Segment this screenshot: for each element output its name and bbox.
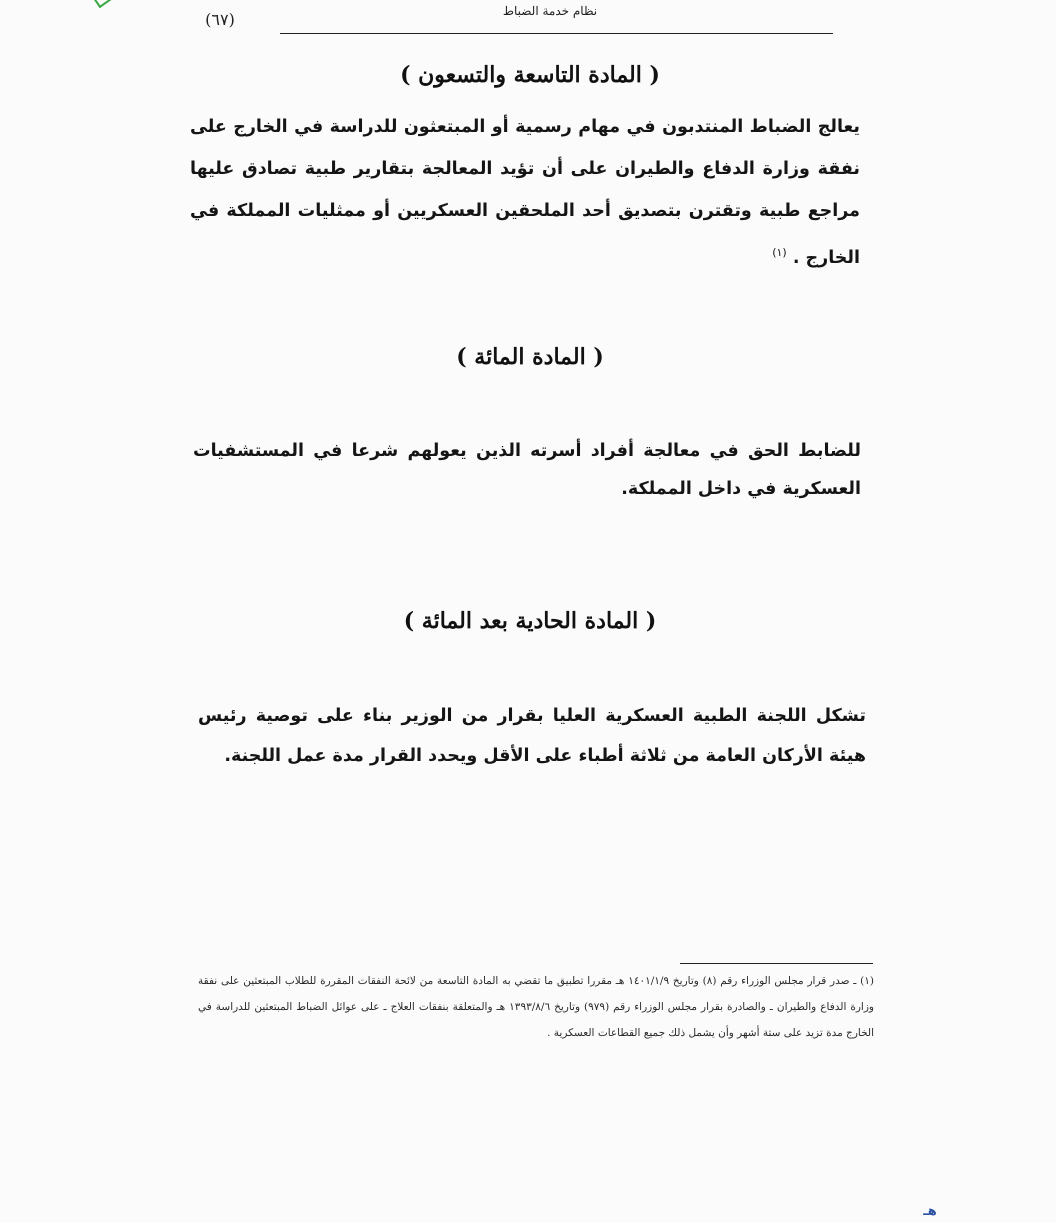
article-100-heading: ( المادة المائة ) <box>456 344 604 370</box>
footnote-reference: (١) <box>772 246 787 259</box>
footnote-divider <box>680 963 873 964</box>
corner-check-mark <box>94 0 113 8</box>
page-number: (٦٧) <box>205 10 235 29</box>
article-99-heading: ( المادة التاسعة والتسعون ) <box>400 62 660 88</box>
article-101-heading: ( المادة الحادية بعد المائة ) <box>403 608 657 634</box>
header-divider <box>280 33 833 34</box>
running-header-title: نظام خدمة الضباط <box>502 4 598 18</box>
bottom-corner-mark: هـ <box>923 1204 937 1219</box>
article-99-body <box>190 106 860 279</box>
article-101-body: تشكل اللجنة الطبية العسكرية العليا بقرار من الوزير بناء على توصية رئيس هيئة الأركان العامة من ثلاثة أطباء على الأقل ويحدد القرار مدة عمل اللجنة. <box>198 706 866 766</box>
article-100-body: للضابط الحق في معالجة أفراد أسرته الذين يعولهم شرعا في المستشفيات العسكرية في داخل المملكة. <box>193 441 861 499</box>
article-99-text: يعالج الضباط المنتدبون في مهام رسمية أو المبتعثون للدراسة في الخارج على نفقة وزارة الدفاع والطيران على أن تؤيد المعالجة بتقارير طبية تصادق عليها مراجع طبية وتقترن بتصديق أحد الملحقين العسكريين أو ممثليات المملكة في الخارج . <box>190 117 860 268</box>
footnote-text: (١) ـ صدر قرار مجلس الوزراء رقم (٨) وتاريخ ١٤٠١/١/٩ هـ مقررا تطبيق ما تقضي به المادة التاسعة من لائحة النفقات المقررة للطلاب المبتعثين على نفقة وزارة الدفاع والطيران ـ والصادرة بقرار مجلس الوزراء رقم (٩٧٩) وتاريخ ١٣٩٣/٨/٦ هـ والمتعلقة بنفقات العلاج ـ على عوائل الضباط المبتعثين للدراسة في الخارج مدة تزيد على ستة أشهر وأن يشمل ذلك جميع القطاعات العسكرية . <box>198 975 874 1039</box>
